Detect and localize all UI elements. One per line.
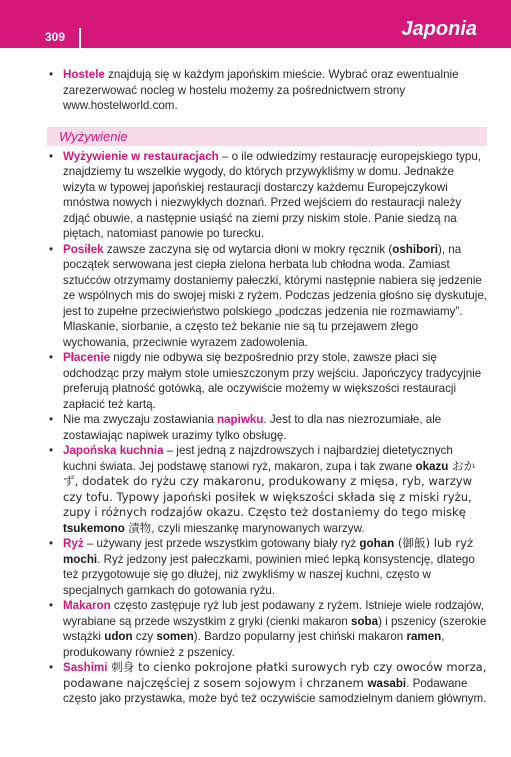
- keyword: Wyżywienie w restauracjach: [63, 149, 219, 163]
- term: mochi: [63, 552, 98, 566]
- term: okazu: [415, 459, 449, 473]
- body-text: . Jest to dla nas niezrozumiałe, ale zostawiając napiwek urazimy tylko obsługę.: [63, 413, 442, 442]
- body-text: – używany jest przede wszystkim gotowany biały ryż: [83, 537, 360, 550]
- keyword: Sashimi: [63, 661, 108, 674]
- list-item-napiwek: [47, 412, 487, 443]
- list-item-hostele: [47, 67, 487, 114]
- body-text: , czyli mieszankę marynowanych warzyw.: [151, 521, 365, 535]
- term: somen: [156, 630, 194, 643]
- keyword: napiwku: [217, 413, 264, 426]
- term: wasabi: [367, 676, 407, 690]
- body-text: znajdują się w każdym japońskim mieście. Wybrać oraz ewentualnie zarezerwować nocleg w hostelu możemy za pośrednictwem strony www.hostelworld.com.: [63, 68, 459, 112]
- body-text: ). Bardzo popularny jest chiński makaron: [193, 630, 407, 643]
- body-text: Nie ma zwyczaju zostawiania: [63, 413, 217, 426]
- section-heading: Wyżywienie: [47, 127, 487, 146]
- body-text: . Podawane często jako przystawka, może być też oczywiście samodzielnym daniem głównym.: [63, 676, 487, 705]
- body-text: nigdy nie odbywa się bezpośrednio przy stole, zawsze płaci się odchodząc przy małym stole umieszczonym przy wejściu. Japończycy tradycyjnie preferują płatność gotówką, ale oczywiście możemy w większości restauracji zapłacić też kartą.: [63, 351, 482, 411]
- keyword: Posiłek: [63, 242, 104, 256]
- term: soba: [351, 614, 379, 628]
- term: ramen: [406, 630, 442, 643]
- body-text: おかず, dodatek do ryżu czy makaronu, produkowany z mięsa, ryb, warzyw czy tofu. Typowy japoński posiłek w większości składa się z miski ryżu, zupy i różnych rodzajów okazu. Często też dostaniemy do tego miskę: [63, 458, 476, 519]
- keyword: Japońska kuchnia: [63, 444, 164, 457]
- list-item-sashimi: [47, 660, 487, 707]
- term: oshibori: [392, 242, 438, 256]
- list-item-posilek: [47, 242, 487, 351]
- body-text: ), na początek serwowana jest ciepła zielona herbata lub chłodna woda. Zamiast sztućców otrzymamy dostaniemy pałeczki, którymi następnie nabiera się jedzenie ze wspólnych mis do swojej miski z ryżem. Podczas jedzenia głośno się dyskutuje, jest to zupełne przeciwieństwo polskiego „podczas jedzenia nie rozmawiamy”. Mlaskanie, siorbanie, a często też bekanie nie są tu przejawem złego wychowania, przeciwnie wyrazem zadowolenia.: [63, 242, 487, 349]
- keyword: Hostele: [63, 68, 105, 81]
- keyword: Płacenie: [63, 351, 111, 364]
- page-number: 309: [45, 30, 66, 44]
- term: gohan: [359, 537, 395, 550]
- keyword: Ryż: [63, 537, 84, 550]
- term: tsukemono: [63, 521, 125, 535]
- term: udon: [104, 630, 133, 643]
- page-content: [47, 67, 487, 707]
- list-item-makaron: [47, 598, 487, 660]
- body-text: – jest jedną z najzdrowszych i najbardziej dietetycznych kuchni świata. Jej podstawę stanowi ryż, makaron, zupa i tak zwane: [63, 444, 453, 473]
- body-text: zawsze zaczyna się od wytarcia dłoni w mokry ręcznik (: [103, 242, 393, 256]
- body-text: (御飯) lub ryż: [394, 536, 474, 550]
- japanese-text: 漬物: [128, 520, 152, 535]
- body-text: ) i pszenicy (szerokie wstążki: [63, 614, 487, 643]
- list-item-restauracje: [47, 149, 487, 242]
- keyword: Makaron: [63, 599, 111, 612]
- body-text: . Ryż jedzony jest pałeczkami, powinien mieć lepką konsystencję, dlatego też przygotowuje się go dłużej, niż zwykliśmy w naszej kuchni, często w specjalnych garnkach do gotowania ryżu.: [63, 552, 475, 597]
- list-item-kuchnia: [47, 443, 487, 536]
- list-item-ryz: [47, 536, 487, 598]
- body-text: czy: [132, 630, 157, 643]
- body-text: – o ile odwiedzimy restaurację europejskiego typu, znajdziemy tu wszelkie wygody, do których przywykliśmy w domu. Jednakże wizyta w typowej japońskiej restauracji dostarczy każdemu Europejczykowi mnóstwa nowych i niezwykłych doznań. Przed wejściem do restauracji należy zdjąć obuwie, a następnie usiąść na ziemi przy niskim stole. Panie siedzą na piętach, natomiast panowie po turecku.: [63, 149, 482, 240]
- body-text: często zastępuje ryż lub jest podawany z ryżem. Istnieje wiele rodzajów, wyrabiane są przede wszystkim z gryki (cienki makaron: [63, 599, 484, 628]
- chapter-title: Japonia: [401, 18, 477, 40]
- header-divider: [79, 28, 81, 48]
- list-item-placenie: [47, 350, 487, 412]
- body-text: , produkowany również z pszenicy.: [63, 630, 445, 659]
- body-text: 刺身 to cienko pokrojone płatki surowych ryb czy owoców morza, podawane najczęściej z sosem sojowym i chrzanem: [63, 660, 487, 690]
